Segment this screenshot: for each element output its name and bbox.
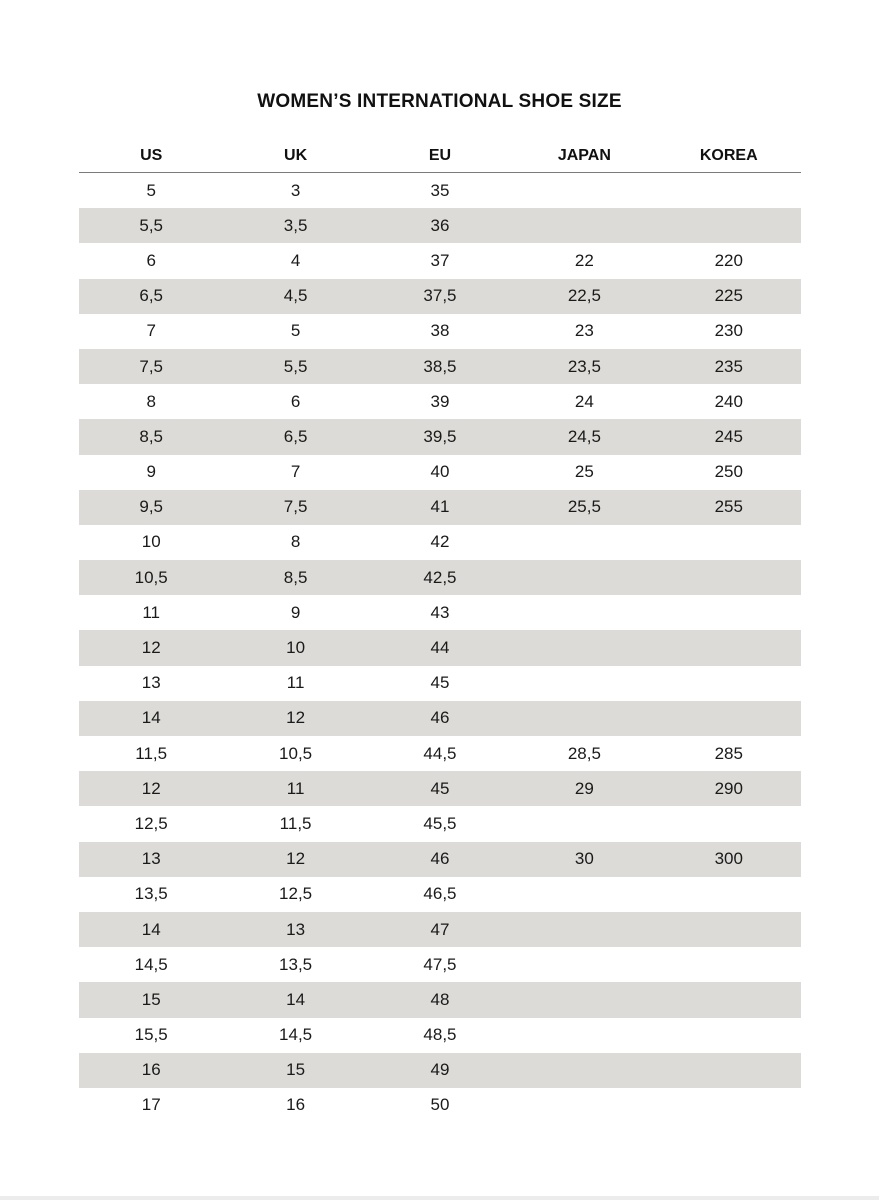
cell-eu: 38	[430, 321, 450, 341]
cell-us: 14	[141, 919, 161, 939]
cell-us: 17	[141, 1095, 161, 1115]
cell-uk: 10	[286, 638, 306, 658]
cell-uk: 16	[286, 1095, 306, 1115]
cell-uk: 11	[286, 673, 305, 693]
cell-japan: 24,5	[567, 426, 601, 446]
table-row	[79, 314, 801, 349]
cell-uk: 4	[290, 250, 301, 270]
cell-us: 12	[141, 778, 161, 798]
cell-eu: 42	[430, 532, 450, 552]
cell-eu: 40	[430, 462, 450, 482]
cell-us: 8	[146, 391, 156, 411]
cell-korea: 230	[714, 321, 743, 341]
cell-japan: 25,5	[567, 497, 601, 517]
cell-uk: 3	[290, 180, 301, 200]
cell-us: 12	[141, 638, 161, 658]
page-title: WOMEN’S INTERNATIONAL SHOE SIZE	[257, 91, 622, 112]
header-japan: JAPAN	[557, 147, 611, 164]
header-uk: UK	[284, 147, 308, 164]
cell-eu: 48,5	[423, 1025, 457, 1045]
cell-korea: 220	[714, 250, 743, 270]
cell-eu: 46	[430, 849, 450, 869]
cell-us: 5	[146, 180, 156, 200]
cell-eu: 50	[430, 1095, 450, 1115]
cell-uk: 12,5	[279, 884, 313, 904]
table-row	[79, 595, 801, 630]
cell-uk: 7,5	[283, 497, 308, 517]
table-row	[79, 243, 801, 278]
cell-eu: 39	[430, 391, 450, 411]
cell-uk: 15	[286, 1060, 306, 1080]
cell-uk: 6,5	[283, 426, 308, 446]
table-row	[79, 419, 801, 454]
cell-eu: 36	[430, 215, 450, 235]
header-korea: KOREA	[699, 147, 758, 164]
table-row	[79, 208, 801, 243]
cell-uk: 7	[290, 462, 301, 482]
cell-us: 10	[141, 532, 161, 552]
table-row	[79, 842, 801, 877]
cell-us: 6	[146, 250, 156, 270]
cell-us: 13	[141, 673, 161, 693]
cell-eu: 46	[430, 708, 450, 728]
table-row	[79, 384, 801, 419]
table-header-row	[79, 140, 801, 173]
table-row	[79, 279, 801, 314]
cell-korea: 290	[714, 778, 743, 798]
table-row	[79, 912, 801, 947]
table-row	[79, 490, 801, 525]
cell-us: 7,5	[139, 356, 164, 376]
table-row	[79, 771, 801, 806]
cell-eu: 38,5	[423, 356, 457, 376]
cell-uk: 6	[290, 391, 301, 411]
table-row	[79, 455, 801, 490]
table-row	[79, 1053, 801, 1088]
header-us: US	[140, 147, 163, 164]
header-eu: EU	[428, 147, 452, 164]
cell-eu: 42,5	[423, 567, 457, 587]
cell-uk: 3,5	[283, 215, 308, 235]
cell-eu: 41	[430, 497, 450, 517]
cell-korea: 225	[714, 286, 743, 306]
cell-japan: 30	[574, 849, 594, 869]
cell-us: 6,5	[139, 286, 164, 306]
page-bottom-edge	[0, 1196, 879, 1200]
table-row	[79, 525, 801, 560]
cell-uk: 12	[286, 708, 306, 728]
cell-korea: 235	[714, 356, 743, 376]
cell-uk: 11	[286, 778, 305, 798]
table-row	[79, 806, 801, 841]
cell-eu: 45,5	[423, 813, 457, 833]
table-row	[79, 1088, 801, 1123]
cell-eu: 49	[430, 1060, 450, 1080]
cell-korea: 250	[714, 462, 743, 482]
cell-eu: 45	[430, 673, 450, 693]
cell-us: 7	[146, 321, 156, 341]
cell-us: 15	[141, 989, 161, 1009]
cell-japan: 23	[574, 321, 594, 341]
cell-eu: 37	[430, 250, 450, 270]
cell-japan: 28,5	[567, 743, 601, 763]
cell-eu: 47	[430, 919, 450, 939]
cell-us: 16	[141, 1060, 161, 1080]
cell-eu: 48	[430, 989, 450, 1009]
table-row	[79, 349, 801, 384]
cell-japan: 22	[574, 250, 594, 270]
cell-uk: 8	[290, 532, 301, 552]
cell-eu: 35	[430, 180, 450, 200]
cell-us: 13,5	[134, 884, 168, 904]
cell-korea: 245	[714, 426, 743, 446]
table-row	[79, 1018, 801, 1053]
table-row	[79, 947, 801, 982]
table-body	[79, 173, 801, 1123]
cell-uk: 13	[286, 919, 306, 939]
cell-uk: 9	[290, 602, 301, 622]
table-row	[79, 630, 801, 665]
cell-japan: 22,5	[567, 286, 601, 306]
cell-us: 12,5	[134, 813, 168, 833]
cell-japan: 24	[574, 391, 594, 411]
cell-us: 11	[142, 602, 161, 622]
cell-eu: 47,5	[423, 954, 457, 974]
size-table	[79, 140, 801, 1123]
cell-korea: 285	[714, 743, 743, 763]
cell-uk: 12	[286, 849, 306, 869]
cell-uk: 5,5	[283, 356, 308, 376]
table-row	[79, 666, 801, 701]
cell-eu: 44	[430, 638, 450, 658]
cell-uk: 13,5	[279, 954, 313, 974]
table-row	[79, 701, 801, 736]
table-row	[79, 736, 801, 771]
cell-korea: 300	[714, 849, 743, 869]
cell-uk: 11,5	[279, 813, 312, 833]
cell-eu: 37,5	[423, 286, 457, 306]
cell-eu: 39,5	[423, 426, 457, 446]
cell-eu: 43	[430, 602, 450, 622]
cell-japan: 29	[574, 778, 594, 798]
cell-us: 11,5	[135, 743, 168, 763]
cell-us: 14	[141, 708, 161, 728]
cell-uk: 4,5	[283, 286, 308, 306]
cell-eu: 44,5	[423, 743, 457, 763]
cell-japan: 23,5	[567, 356, 601, 376]
cell-us: 15,5	[134, 1025, 168, 1045]
cell-korea: 255	[714, 497, 743, 517]
cell-uk: 8,5	[283, 567, 308, 587]
cell-uk: 10,5	[279, 743, 313, 763]
cell-us: 8,5	[139, 426, 164, 446]
cell-us: 5,5	[139, 215, 164, 235]
cell-eu: 45	[430, 778, 450, 798]
table-row	[79, 173, 801, 208]
table-row	[79, 877, 801, 912]
cell-uk: 14,5	[279, 1025, 313, 1045]
cell-uk: 14	[286, 989, 306, 1009]
cell-korea: 240	[714, 391, 743, 411]
table-row	[79, 982, 801, 1017]
cell-us: 14,5	[134, 954, 168, 974]
cell-us: 9	[146, 462, 156, 482]
table-row	[79, 560, 801, 595]
cell-uk: 5	[290, 321, 301, 341]
cell-eu: 46,5	[423, 884, 457, 904]
cell-us: 10,5	[134, 567, 168, 587]
cell-us: 9,5	[139, 497, 164, 517]
cell-us: 13	[141, 849, 161, 869]
cell-japan: 25	[574, 462, 594, 482]
